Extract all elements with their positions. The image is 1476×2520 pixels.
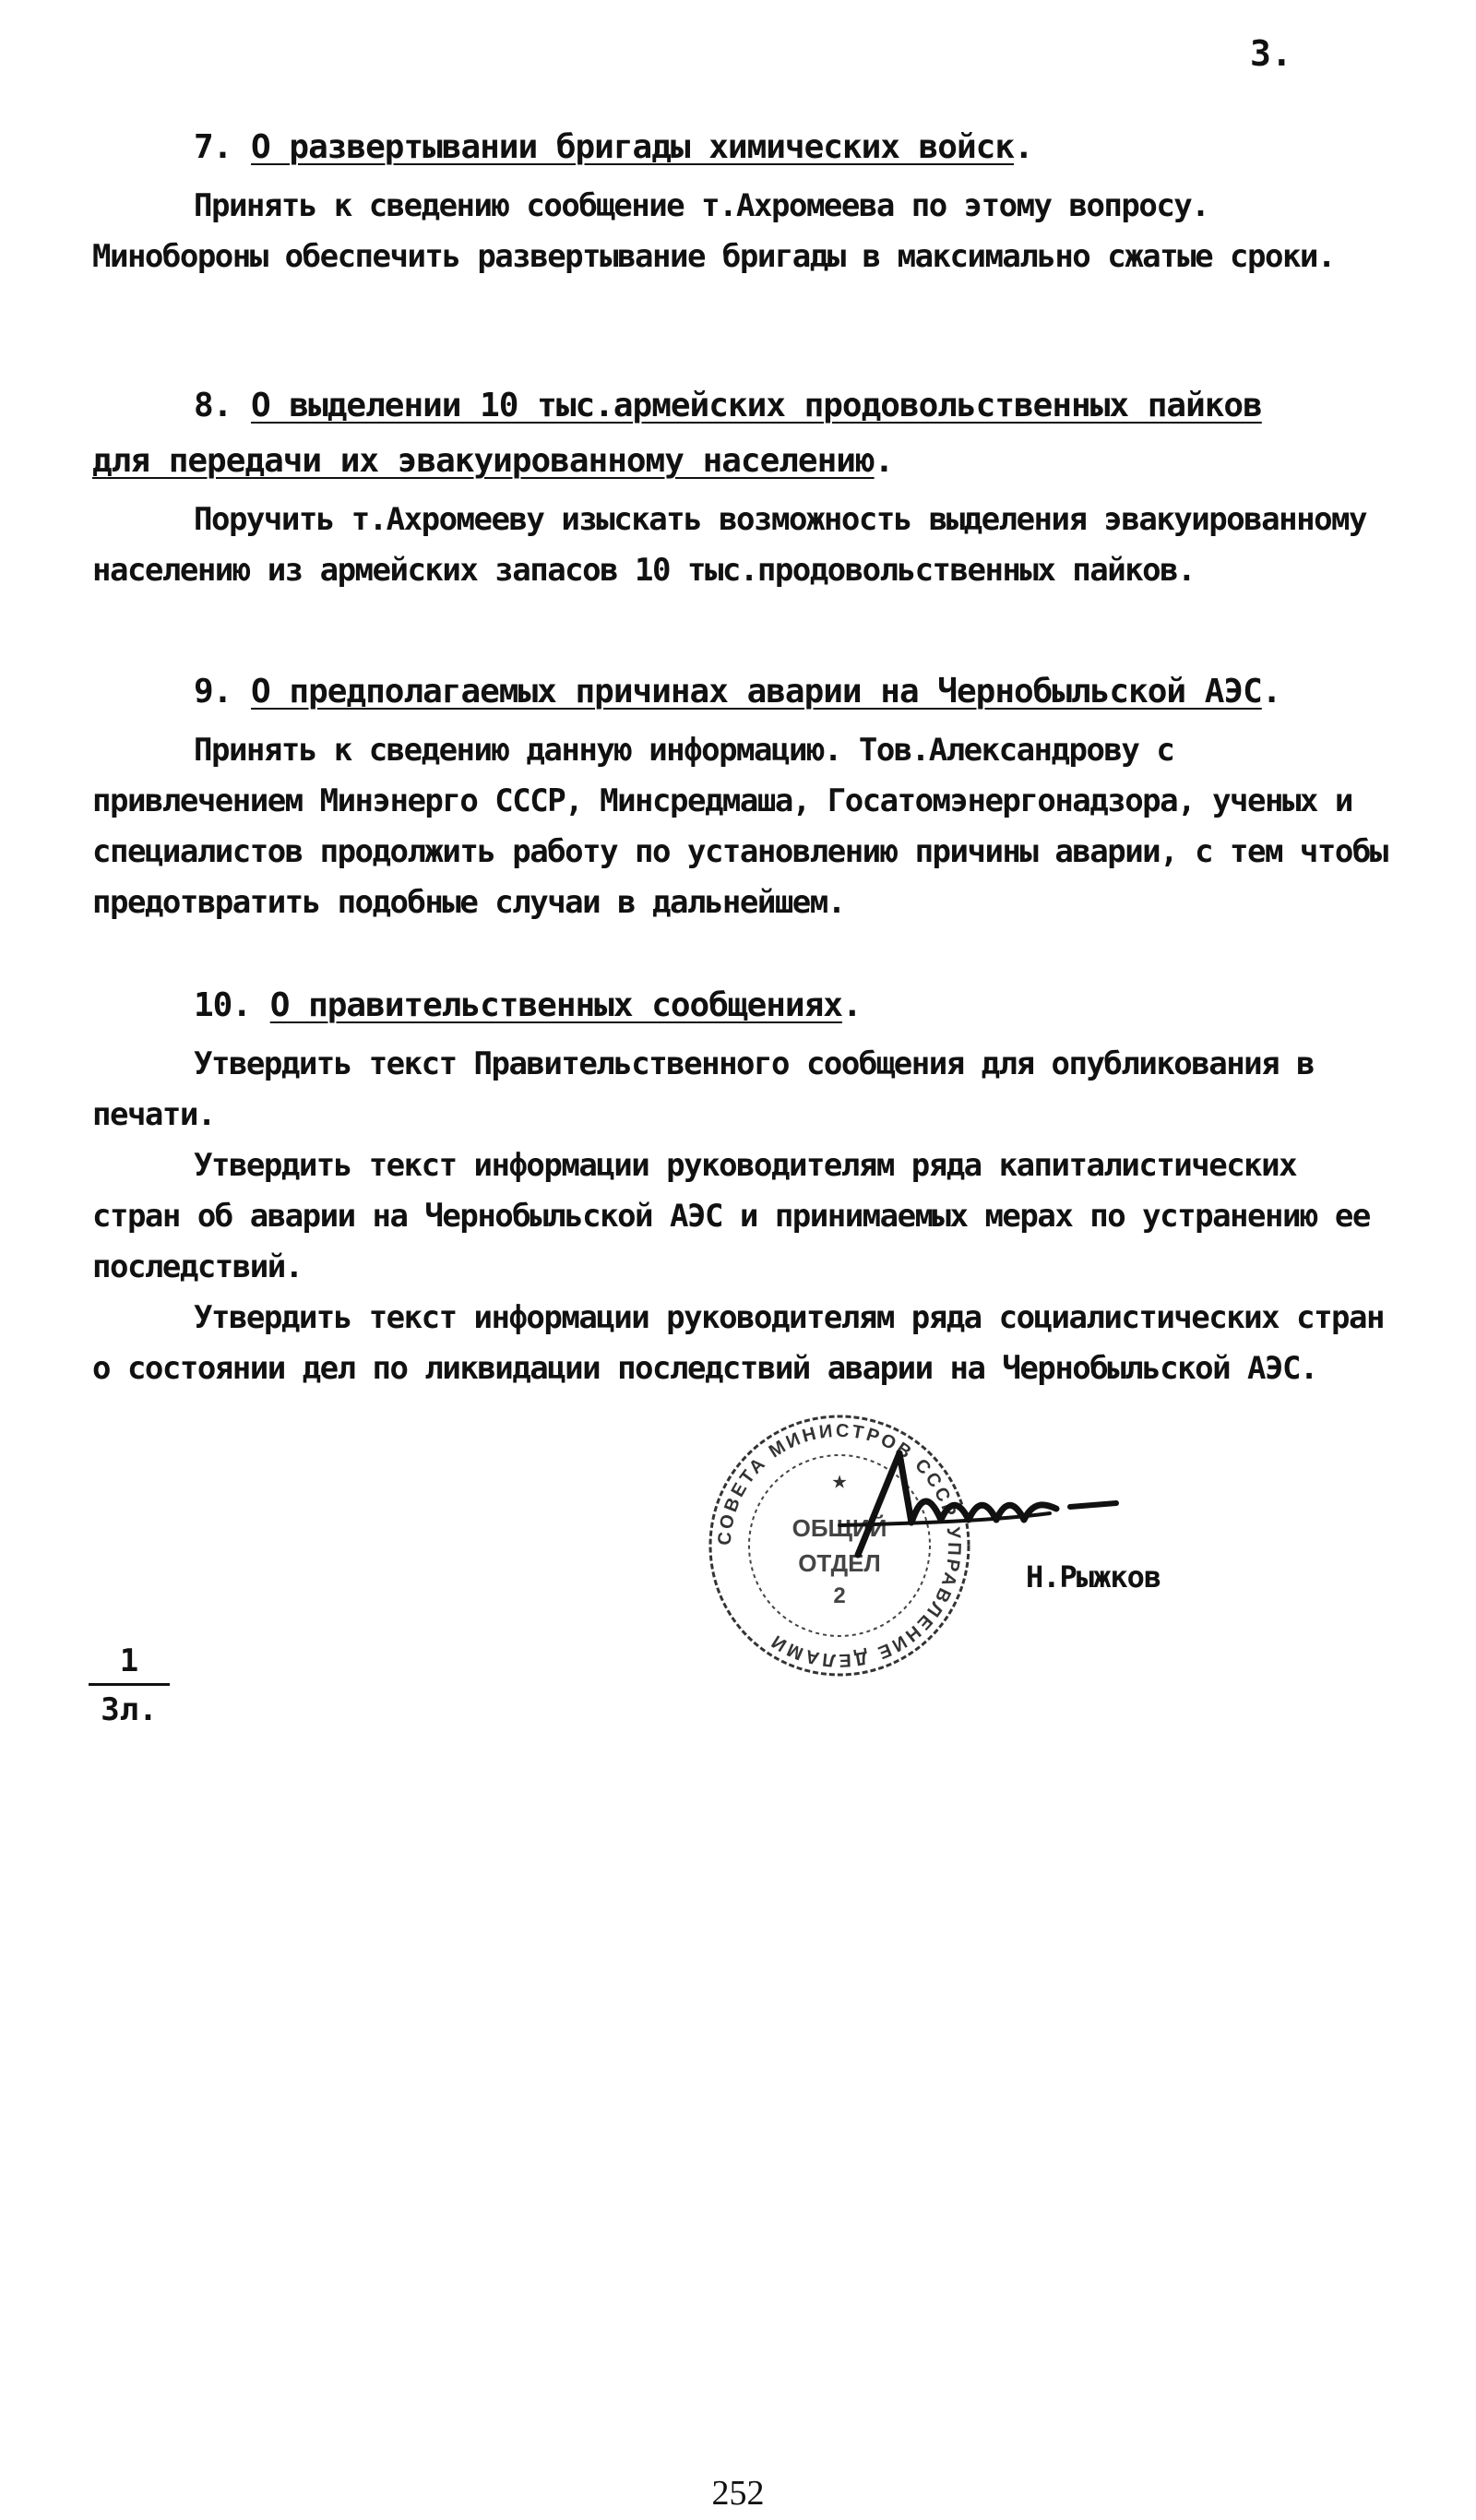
svg-text:★: ★	[831, 1464, 848, 1495]
section-title: О правительственных сообщениях	[269, 986, 842, 1024]
handwritten-signature	[803, 1435, 1135, 1573]
section-number: 10.	[194, 986, 252, 1024]
section-number: 9.	[194, 673, 232, 711]
section-title: О предполагаемых причинах аварии на Чернобыльской АЭС	[251, 673, 1262, 711]
section-heading: 8. О выделении 10 тыс.армейских продовольственных пайков для передачи их эвакуированному населению.	[92, 387, 1262, 480]
section-heading: 7. О развертывании бригады химических войск.	[194, 128, 1033, 166]
section-paragraph: Утвердить текст информации руководителям ряда капиталистических стран об аварии на Чернобыльской АЭС и принимаемых мерах по устранению ее последствий.	[92, 1147, 1370, 1285]
section-heading: 10. О правительственных сообщениях.	[194, 986, 862, 1024]
section-paragraph: Принять к сведению данную информацию. Тов.Александрову с привлечением Минэнерго СССР, Минсредмаша, Госатомэнергонадзора, ученых и специалистов продолжить работу по установлению причины аварии, с тем чтобы предотвратить подобные случаи в дальнейшем.	[92, 732, 1387, 921]
section-9	[92, 664, 1393, 928]
section-10	[92, 978, 1393, 1394]
section-8	[92, 378, 1393, 596]
seal-inner-text-1: ОБЩИЙ	[792, 1514, 887, 1542]
section-paragraph: Утвердить текст Правительственного сообщения для опубликования в печати.	[92, 1045, 1315, 1133]
seal-inner-text-3: 2	[833, 1583, 846, 1608]
section-title: О развертывании бригады химических войск	[251, 128, 1014, 166]
page-number: 3.	[1250, 33, 1292, 74]
section-7	[92, 120, 1393, 282]
section-number: 7.	[194, 128, 232, 166]
signature-block	[701, 1407, 1255, 1684]
seal-inner-text-2: ОТДЕЛ	[798, 1549, 881, 1577]
section-title-line1: О выделении 10 тыс.армейских продовольственных пайков	[251, 387, 1262, 424]
signer-name: Н.Рыжков	[1026, 1559, 1161, 1594]
seal-outer-text: СОВЕТА МИНИСТРОВ СССР УПРАВЛЕНИЕ ДЕЛАМИ	[714, 1420, 965, 1671]
section-heading: 9. О предполагаемых причинах аварии на Чернобыльской АЭС.	[194, 673, 1281, 711]
section-title-line2: для передачи их эвакуированному населению	[92, 442, 875, 480]
section-paragraph: Принять к сведению сообщение т.Ахромеева по этому вопросу. Минобороны обеспечить развертывание бригады в максимально сжатые сроки.	[92, 187, 1335, 275]
section-paragraph: Утвердить текст информации руководителям ряда социалистических стран о состоянии дел по ликвидации последствий аварии на Чернобыльской АЭС.	[92, 1299, 1384, 1387]
section-number: 8.	[194, 387, 232, 424]
copy-note-divider	[89, 1683, 170, 1686]
copy-note-numerator: 1	[119, 1642, 139, 1679]
copy-note	[92, 1642, 166, 1728]
section-paragraph: Поручить т.Ахромееву изыскать возможность выделения эвакуированному населению из армейских запасов 10 тыс.продовольственных пайков.	[92, 501, 1366, 589]
footer-page-number: 252	[711, 2474, 765, 2513]
copy-note-denominator: Зл.	[101, 1691, 158, 1728]
